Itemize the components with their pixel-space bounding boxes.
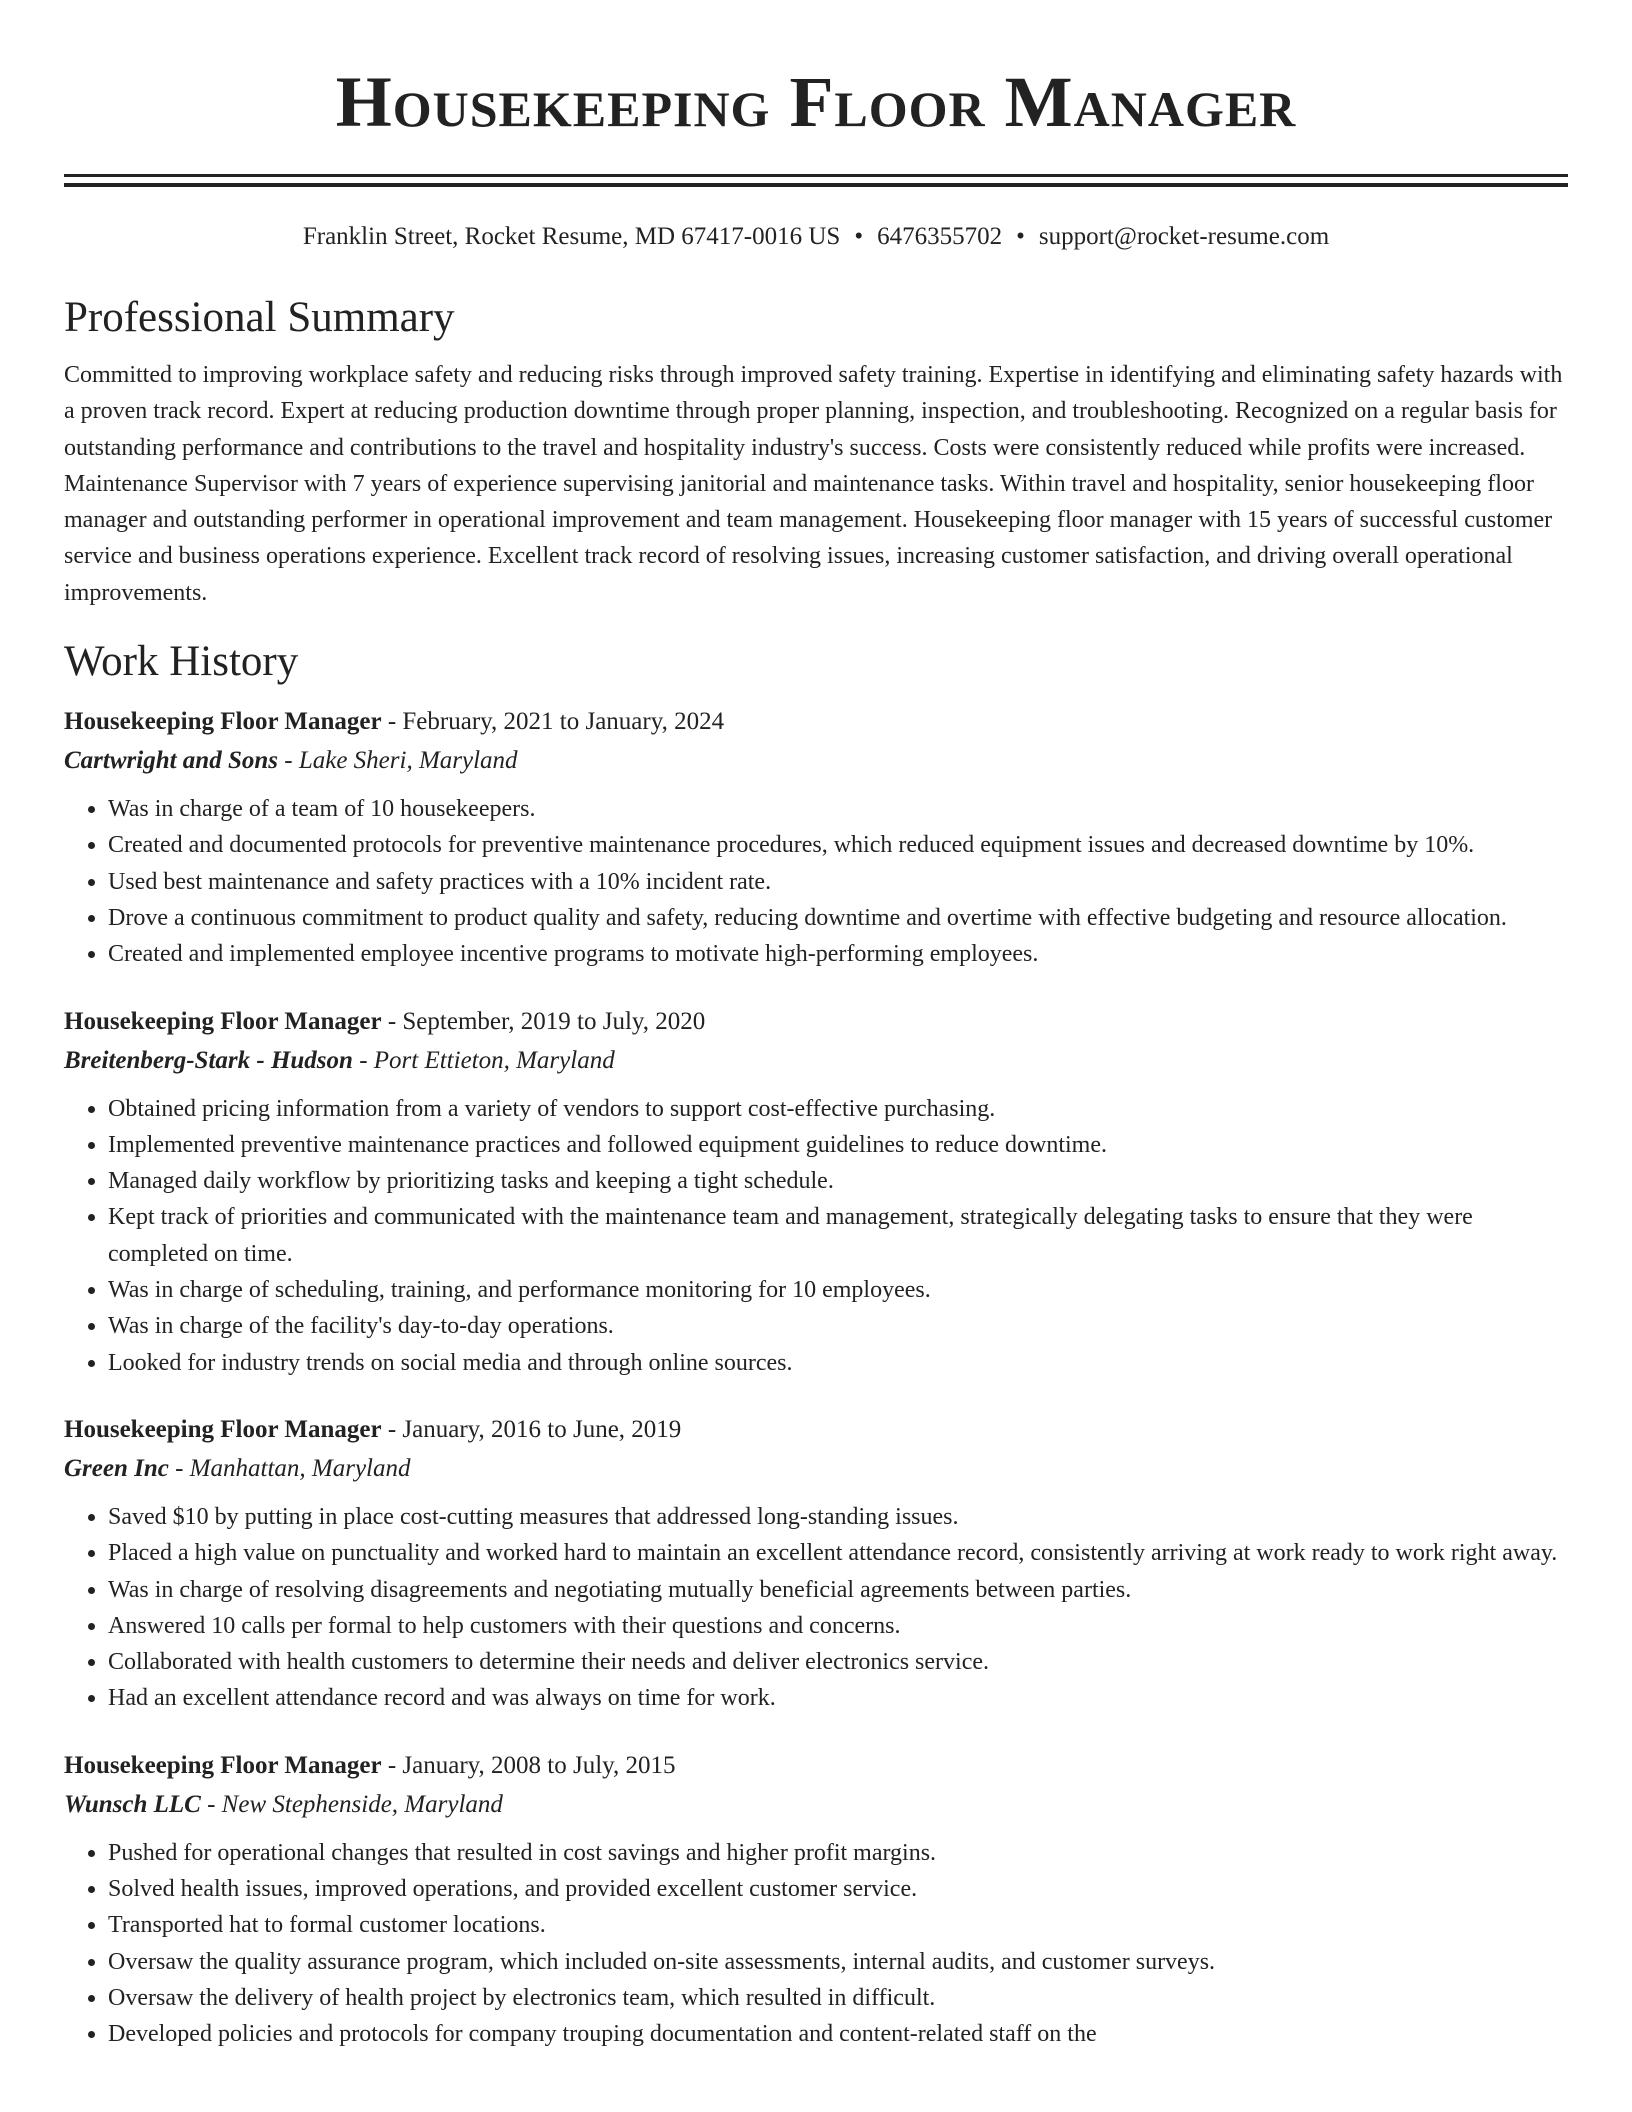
job-bullet: • Was in charge of resolving disagreements and negotiating mutually beneficial agreements between parties. bbox=[108, 1572, 1568, 1608]
contact-separator: • bbox=[854, 223, 864, 250]
contact-separator: • bbox=[1016, 223, 1025, 250]
contact-phone[interactable]: 6476355702 bbox=[877, 223, 1003, 250]
job-bullet: • Transported hat to formal customer locations. bbox=[108, 1907, 1568, 1943]
contact-line bbox=[64, 221, 1568, 253]
job-bullet: • Managed daily workflow by prioritizing tasks and keeping a tight schedule. bbox=[108, 1163, 1568, 1199]
job-bullet: • Used best maintenance and safety practices with a 10% incident rate. bbox=[108, 864, 1568, 900]
job-bullet: • Created and implemented employee incentive programs to motivate high-performing employees. bbox=[108, 936, 1568, 972]
job-bullet-list bbox=[64, 1091, 1568, 1381]
job-bullet: • Placed a high value on punctuality and worked hard to maintain an excellent attendance record, consistently arriving at work ready to work right away. bbox=[108, 1535, 1568, 1571]
job-dates: - September, 2019 to July, 2020 bbox=[381, 1007, 706, 1035]
resume-name: Housekeeping Floor Manager bbox=[335, 62, 1297, 142]
job-entry bbox=[64, 703, 1568, 972]
job-list bbox=[64, 703, 1568, 2052]
job-bullet: • Kept track of priorities and communicated with the maintenance team and management, strategically delegating tasks to ensure that they were completed on time. bbox=[108, 1199, 1568, 1272]
job-bullet: • Oversaw the delivery of health project by electronics team, which resulted in difficult. bbox=[108, 1980, 1568, 2016]
job-dates: - February, 2021 to January, 2024 bbox=[381, 708, 725, 736]
job-company: Green Inc bbox=[64, 1454, 169, 1482]
job-bullet: • Pushed for operational changes that resulted in cost savings and higher profit margins. bbox=[108, 1835, 1568, 1871]
job-title-line bbox=[64, 1411, 1568, 1449]
job-bullet: • Obtained pricing information from a variety of vendors to support cost-effective purchasing. bbox=[108, 1091, 1568, 1127]
job-location: - Lake Sheri, Maryland bbox=[278, 747, 518, 775]
job-bullet-list bbox=[64, 1499, 1568, 1717]
contact-address: Franklin Street, Rocket Resume, MD 67417-0016 US bbox=[302, 223, 841, 250]
job-role: Housekeeping Floor Manager bbox=[64, 1751, 382, 1779]
job-title-line bbox=[64, 703, 1568, 741]
job-bullet: • Was in charge of a team of 10 housekeepers. bbox=[108, 791, 1568, 827]
job-company-line bbox=[64, 1449, 1568, 1489]
job-bullet: • Solved health issues, improved operations, and provided excellent customer service. bbox=[108, 1871, 1568, 1907]
job-company-line bbox=[64, 741, 1568, 781]
job-title-line bbox=[64, 1003, 1568, 1041]
resume-page bbox=[64, 0, 1568, 2053]
job-bullet: • Had an excellent attendance record and was always on time for work. bbox=[108, 1680, 1568, 1716]
job-bullet: • Oversaw the quality assurance program, which included on-site assessments, internal audits, and customer surveys. bbox=[108, 1944, 1568, 1980]
job-entry bbox=[64, 1747, 1568, 2053]
job-entry bbox=[64, 1411, 1568, 1717]
job-bullet: • Implemented preventive maintenance practices and followed equipment guidelines to reduce downtime. bbox=[108, 1127, 1568, 1163]
job-title-line bbox=[64, 1747, 1568, 1785]
job-bullet: • Was in charge of the facility's day-to-day operations. bbox=[108, 1308, 1568, 1344]
job-bullet: • Looked for industry trends on social media and through online sources. bbox=[108, 1345, 1568, 1381]
job-location: - Manhattan, Maryland bbox=[168, 1454, 411, 1482]
contact-email[interactable]: support@rocket-resume.com bbox=[1038, 223, 1330, 250]
job-dates: - January, 2016 to June, 2019 bbox=[381, 1415, 682, 1443]
job-company: Breitenberg-Stark - Hudson bbox=[64, 1046, 353, 1074]
job-bullet-list bbox=[64, 791, 1568, 972]
job-company: Wunsch LLC bbox=[64, 1790, 201, 1818]
job-company: Cartwright and Sons bbox=[64, 747, 278, 775]
job-bullet: • Developed policies and protocols for company trouping documentation and content-related staff on the bbox=[108, 2016, 1568, 2052]
job-bullet: • Answered 10 calls per formal to help customers with their questions and concerns. bbox=[108, 1608, 1568, 1644]
job-location: - Port Ettieton, Maryland bbox=[352, 1046, 615, 1074]
header-divider-thick bbox=[64, 174, 1568, 177]
job-bullet: • Drove a continuous commitment to product quality and safety, reducing downtime and overtime with effective budgeting and resource allocation. bbox=[108, 900, 1568, 936]
summary-text: Committed to improving workplace safety and reducing risks through improved safety training. Expertise in identifying and eliminating safety hazards with a proven track record. Expert at reducing production downtime through proper planning, inspection, and troubleshooting. Recognized on a regular basis for outstanding performance and contributions to the travel and hospitality industry's success. Costs were consistently reduced while profits were increased. Maintenance Supervisor with 7 years of experience supervising janitorial and maintenance tasks. Within travel and hospitality, senior housekeeping floor manager and outstanding performer in operational improvement and team management. Housekeeping floor manager with 15 years of successful customer service and business operations experience. Excellent track record of resolving issues, increasing customer satisfaction, and driving overall operational improvements. bbox=[64, 362, 1563, 606]
summary-heading: Professional Summary bbox=[64, 294, 455, 341]
job-company-line bbox=[64, 1785, 1568, 1825]
job-location: - New Stephenside, Maryland bbox=[200, 1790, 503, 1818]
job-dates: - January, 2008 to July, 2015 bbox=[381, 1751, 676, 1779]
header-divider-thin bbox=[64, 183, 1568, 187]
work-history-heading: Work History bbox=[64, 638, 299, 686]
job-bullet: • Collaborated with health customers to determine their needs and deliver electronics service. bbox=[108, 1644, 1568, 1680]
job-bullet-list bbox=[64, 1835, 1568, 2053]
job-role: Housekeeping Floor Manager bbox=[64, 708, 382, 736]
job-entry bbox=[64, 1003, 1568, 1381]
job-bullet: • Saved $10 by putting in place cost-cutting measures that addressed long-standing issues. bbox=[108, 1499, 1568, 1535]
job-bullet: • Created and documented protocols for preventive maintenance procedures, which reduced equipment issues and decreased downtime by 10%. bbox=[108, 827, 1568, 863]
job-bullet: • Was in charge of scheduling, training, and performance monitoring for 10 employees. bbox=[108, 1272, 1568, 1308]
job-company-line bbox=[64, 1041, 1568, 1081]
job-role: Housekeeping Floor Manager bbox=[64, 1415, 382, 1443]
job-role: Housekeeping Floor Manager bbox=[64, 1007, 382, 1035]
